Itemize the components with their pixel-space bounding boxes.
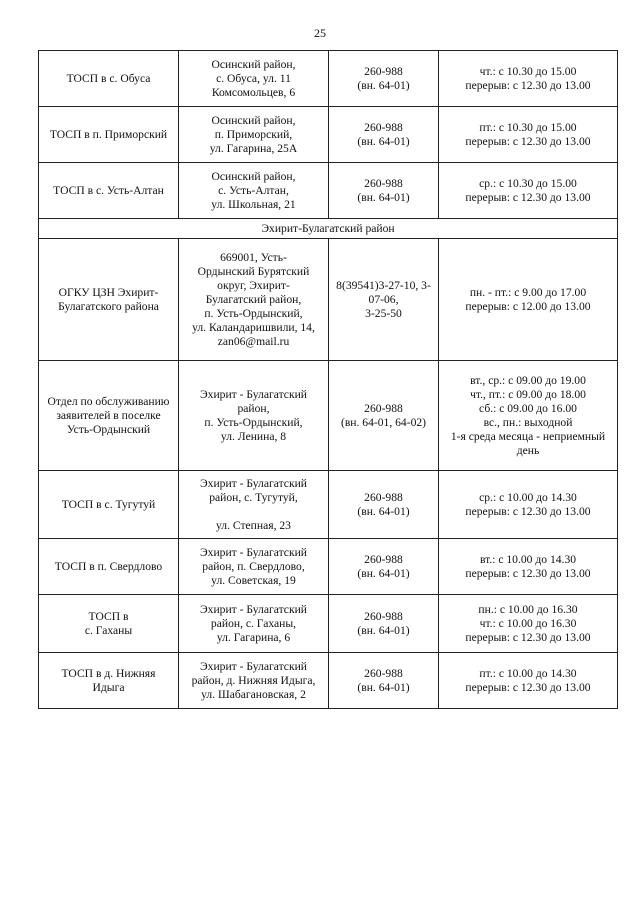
table-row <box>39 471 618 539</box>
office-hours: пт.: с 10.00 до 14.30 перерыв: с 12.30 до 13.00 <box>439 653 618 709</box>
office-hours: пн. - пт.: с 9.00 до 17.00 перерыв: с 12.00 до 13.00 <box>439 239 618 361</box>
office-hours: ср.: с 10.00 до 14.30 перерыв: с 12.30 до 13.00 <box>439 471 618 539</box>
office-phone: 260-988 (вн. 64-01) <box>329 595 439 653</box>
office-address: Эхирит - Булагатский район, с. Гаханы, ул. Гагарина, 6 <box>179 595 329 653</box>
office-phone: 260-988 (вн. 64-01, 64-02) <box>329 361 439 471</box>
office-name: Отдел по обслуживанию заявителей в поселке Усть-Ордынский <box>39 361 179 471</box>
table-row <box>39 239 618 361</box>
office-phone: 260-988 (вн. 64-01) <box>329 163 439 219</box>
office-address: Осинский район, с. Усть-Алтан, ул. Школьная, 21 <box>179 163 329 219</box>
office-name: ТОСП в д. Нижняя Идыга <box>39 653 179 709</box>
office-name: ТОСП в с. Гаханы <box>39 595 179 653</box>
office-address: Эхирит - Булагатский район, п. Свердлово, ул. Советская, 19 <box>179 539 329 595</box>
table-row <box>39 361 618 471</box>
office-address: 669001, Усть- Ордынский Бурятский округ, Эхирит- Булагатский район, п. Усть-Ордынский, ул. Каландаришвили, 14, zan06@mail.ru <box>179 239 329 361</box>
office-hours: пт.: с 10.30 до 15.00 перерыв: с 12.30 до 13.00 <box>439 107 618 163</box>
office-address: Эхирит - Булагатский район, д. Нижняя Идыга, ул. Шабагановская, 2 <box>179 653 329 709</box>
office-name: ТОСП в с. Усть-Алтан <box>39 163 179 219</box>
office-name: ТОСП в п. Приморский <box>39 107 179 163</box>
office-address: Эхирит - Булагатский район, с. Тугутуй, ул. Степная, 23 <box>179 471 329 539</box>
office-address: Осинский район, п. Приморский, ул. Гагарина, 25А <box>179 107 329 163</box>
office-address: Осинский район, с. Обуса, ул. 11 Комсомольцев, 6 <box>179 51 329 107</box>
office-phone: 260-988 (вн. 64-01) <box>329 107 439 163</box>
table-row <box>39 595 618 653</box>
table-row <box>39 163 618 219</box>
office-hours: чт.: с 10.30 до 15.00 перерыв: с 12.30 до 13.00 <box>439 51 618 107</box>
table-row <box>39 107 618 163</box>
table-row <box>39 653 618 709</box>
office-hours: вт., ср.: с 09.00 до 19.00 чт., пт.: с 09.00 до 18.00 сб.: с 09.00 до 16.00 вс., пн.: выходной 1-я среда месяца - неприемный день <box>439 361 618 471</box>
office-address: Эхирит - Булагатский район, п. Усть-Ордынский, ул. Ленина, 8 <box>179 361 329 471</box>
table-row <box>39 539 618 595</box>
office-name: ТОСП в п. Свердлово <box>39 539 179 595</box>
office-name: ТОСП в с. Тугутуй <box>39 471 179 539</box>
schedule-table <box>38 50 618 709</box>
office-phone: 260-988 (вн. 64-01) <box>329 539 439 595</box>
office-hours: вт.: с 10.00 до 14.30 перерыв: с 12.30 до 13.00 <box>439 539 618 595</box>
office-phone: 260-988 (вн. 64-01) <box>329 471 439 539</box>
office-hours: ср.: с 10.30 до 15.00 перерыв: с 12.30 до 13.00 <box>439 163 618 219</box>
office-name: ТОСП в с. Обуса <box>39 51 179 107</box>
section-title: Эхирит-Булагатский район <box>39 219 618 239</box>
office-hours: пн.: с 10.00 до 16.30 чт.: с 10.00 до 16.30 перерыв: с 12.30 до 13.00 <box>439 595 618 653</box>
office-name: ОГКУ ЦЗН Эхирит- Булагатского района <box>39 239 179 361</box>
office-phone: 260-988 (вн. 64-01) <box>329 653 439 709</box>
section-header-row <box>39 219 618 239</box>
table-row <box>39 51 618 107</box>
page-number: 25 <box>314 26 326 40</box>
office-phone: 8(39541)3-27-10, 3- 07-06, 3-25-50 <box>329 239 439 361</box>
office-phone: 260-988 (вн. 64-01) <box>329 51 439 107</box>
